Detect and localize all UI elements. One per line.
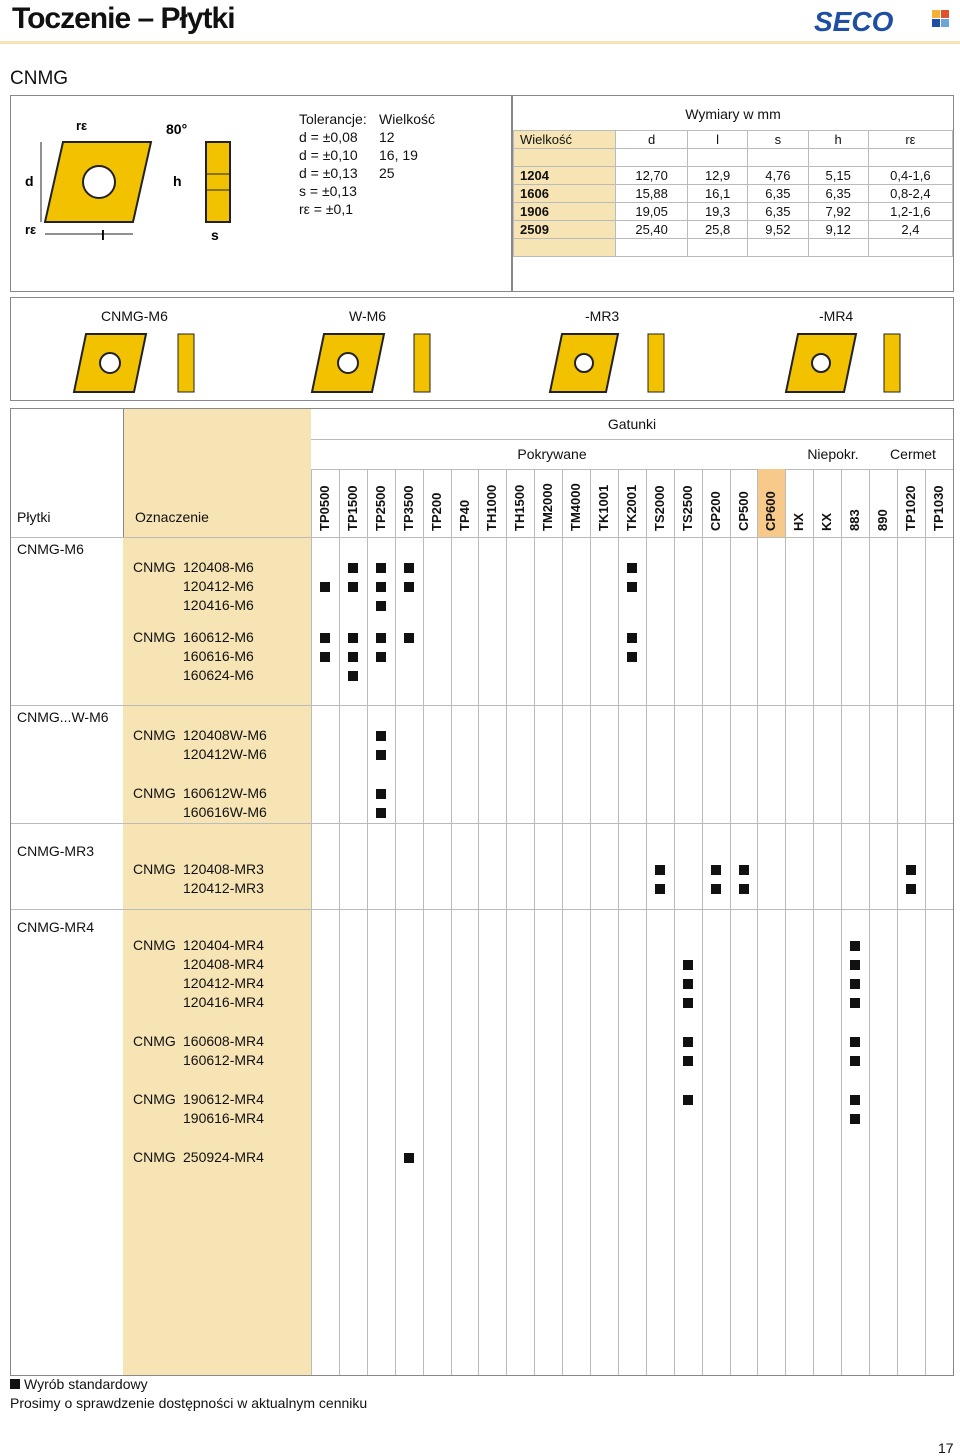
availability-mark: [627, 652, 637, 662]
availability-mark: [376, 563, 386, 573]
row-prefix: CNMG: [133, 861, 176, 877]
row-code: 190616-MR4: [183, 1110, 264, 1126]
availability-mark: [404, 633, 414, 643]
section-title: CNMG: [10, 68, 69, 89]
availability-mark: [376, 582, 386, 592]
availability-mark: [850, 979, 860, 989]
geometry-label-mr3: -MR3: [585, 308, 620, 324]
header-rule: [0, 41, 960, 44]
grade-column-line: [646, 469, 647, 1375]
availability-mark: [906, 884, 916, 894]
group-separator: [11, 823, 953, 824]
availability-mark: [739, 865, 749, 875]
grade-label-890: 890: [875, 509, 890, 531]
availability-mark: [850, 1037, 860, 1047]
row-code: 120408-M6: [183, 559, 254, 575]
grade-label-TP0500: TP0500: [317, 485, 332, 531]
availability-mark: [404, 1153, 414, 1163]
row-code: 160612-M6: [183, 629, 254, 645]
insert-geometry-diagram: [21, 114, 291, 264]
availability-mark: [850, 1114, 860, 1124]
grade-label-883: 883: [847, 509, 863, 531]
grade-label-TS2500: TS2500: [679, 485, 695, 531]
grade-column-line: [897, 469, 898, 1375]
svg-text:rε: rε: [25, 222, 37, 237]
availability-mark: [683, 1037, 693, 1047]
table-row: 1606 15,88 16,1 6,35 6,35 0,8-2,4: [514, 185, 953, 203]
grade-column-line: [757, 469, 758, 1375]
group-separator: [11, 909, 953, 910]
svg-text:h: h: [173, 173, 182, 189]
insert-mr4-icon: [786, 334, 900, 392]
standard-product-icon: [10, 1379, 20, 1389]
svg-text:s: s: [211, 227, 219, 243]
grade-column-line: [785, 469, 786, 1375]
logo-text: SECO: [814, 6, 894, 36]
row-code: 160612W-M6: [183, 785, 267, 801]
insert-wm6-icon: [312, 334, 430, 392]
availability-mark: [655, 884, 665, 894]
availability-mark: [376, 808, 386, 818]
availability-mark: [683, 979, 693, 989]
grade-label-TP1500: TP1500: [344, 485, 360, 531]
legend: Wyrób standardowy: [10, 1376, 148, 1392]
availability-mark: [711, 865, 721, 875]
geometries-box: [10, 297, 954, 401]
grade-label-TP1030: TP1030: [930, 485, 946, 531]
availability-mark: [739, 884, 749, 894]
row-prefix: CNMG: [133, 629, 176, 645]
availability-mark: [320, 633, 330, 643]
grade-label-TK1001: TK1001: [596, 484, 611, 531]
availability-mark: [320, 582, 330, 592]
header-plytki: Płytki: [17, 509, 51, 525]
tolerances-left: Tolerancje: d = ±0,08 d = ±0,10 d = ±0,13 s = ±0,13 rε = ±0,1: [299, 111, 367, 217]
row-prefix: CNMG: [133, 727, 176, 743]
insert-m6-icon: [74, 334, 194, 392]
grade-column-line: [367, 469, 368, 1375]
grade-column-line: [618, 469, 619, 1375]
row-code: 120416-M6: [183, 597, 254, 613]
availability-mark: [627, 633, 637, 643]
availability-note: Prosimy o sprawdzenie dostępności w aktualnym cenniku: [10, 1395, 368, 1411]
header-cermet: Cermet: [873, 439, 953, 470]
grade-column-line: [423, 469, 424, 1375]
grade-column-line: [534, 469, 535, 1375]
svg-text:80°: 80°: [166, 121, 188, 137]
grade-label-TP200: TP200: [428, 492, 444, 531]
dimensions-header: Wymiary w mm: [685, 106, 781, 122]
svg-text:l: l: [101, 227, 105, 243]
row-prefix: CNMG: [133, 1149, 176, 1165]
grade-column-line: [506, 469, 507, 1375]
insert-diagram-box: [10, 95, 512, 292]
grade-label-TM2000: TM2000: [540, 483, 556, 531]
svg-text:d: d: [25, 173, 34, 189]
grade-column-line: [869, 469, 870, 1375]
availability-mark: [711, 884, 721, 894]
row-code: 120412W-M6: [183, 746, 267, 762]
grades-grid: [11, 409, 953, 1375]
availability-mark: [906, 865, 916, 875]
header-niepokr: Niepokr.: [793, 439, 873, 470]
svg-text:rε: rε: [76, 118, 88, 133]
row-code: 120404-MR4: [183, 937, 264, 953]
grade-column-line: [925, 469, 926, 1375]
grade-column-line: [841, 469, 842, 1375]
grade-label-TP40: TP40: [456, 499, 472, 531]
availability-mark: [683, 1095, 693, 1105]
availability-mark: [348, 652, 358, 662]
availability-mark: [320, 652, 330, 662]
row-code: 160616-M6: [183, 648, 254, 664]
row-prefix: CNMG: [133, 1091, 176, 1107]
dimensions-box: [512, 95, 954, 292]
availability-mark: [655, 865, 665, 875]
availability-mark: [627, 563, 637, 573]
grade-column-line: [730, 469, 731, 1375]
seco-logo: [812, 6, 952, 36]
grade-label-CP500: CP500: [735, 491, 751, 531]
geometry-label-m6: CNMG-M6: [101, 308, 168, 324]
group-label: CNMG-MR3: [17, 843, 94, 859]
grade-column-line: [451, 469, 452, 1375]
availability-mark: [850, 1056, 860, 1066]
row-code: 120416-MR4: [183, 994, 264, 1010]
grades-table: [10, 408, 954, 1376]
row-code: 160616W-M6: [183, 804, 267, 820]
group-label: CNMG...W-M6: [17, 709, 109, 725]
grade-label-TS2000: TS2000: [651, 485, 667, 531]
grade-column-line: [395, 469, 396, 1375]
grade-column-line: [311, 469, 312, 1375]
grade-column-line: [339, 469, 340, 1375]
tolerances-right: Wielkość 12 16, 19 25: [379, 111, 436, 181]
group-label: CNMG-MR4: [17, 919, 94, 935]
header-oznaczenie: Oznaczenie: [135, 509, 209, 525]
grade-label-CP600: CP600: [763, 491, 779, 531]
group-label: CNMG-M6: [17, 541, 84, 557]
availability-mark: [348, 671, 358, 681]
row-code: 190612-MR4: [183, 1091, 264, 1107]
availability-mark: [376, 731, 386, 741]
availability-mark: [404, 582, 414, 592]
row-code: 160624-M6: [183, 667, 254, 683]
page-title: Toczenie – Płytki: [12, 2, 235, 35]
row-prefix: CNMG: [133, 937, 176, 953]
grade-column-line: [702, 469, 703, 1375]
row-code: 120412-M6: [183, 578, 254, 594]
row-code: 120412-MR3: [183, 880, 264, 896]
availability-mark: [376, 652, 386, 662]
row-code: 120408-MR3: [183, 861, 264, 877]
grade-label-TH1500: TH1500: [512, 484, 528, 531]
grade-label-TM4000: TM4000: [568, 483, 584, 531]
dimensions-table: Wielkość d l s h rε 1204 12,70 12,9 4,76 5,15 0,4-1,6 1606 15,88 16,1 6,35 6,35 0,8-2,4 1906 19,05 19,3 6,35 7,92 1,2-1,6 2509 25,40 25,8 9,52 9,12 2,4: [513, 130, 953, 257]
row-code: 160608-MR4: [183, 1033, 264, 1049]
grade-label-TP1020: TP1020: [902, 485, 918, 531]
availability-mark: [376, 601, 386, 611]
availability-mark: [376, 789, 386, 799]
insert-mr3-icon: [550, 334, 664, 392]
table-row: 1204 12,70 12,9 4,76 5,15 0,4-1,6: [514, 167, 953, 185]
availability-mark: [376, 633, 386, 643]
availability-mark: [850, 1095, 860, 1105]
availability-mark: [850, 960, 860, 970]
row-prefix: CNMG: [133, 559, 176, 575]
grade-column-line: [674, 469, 675, 1375]
availability-mark: [850, 941, 860, 951]
table-row: 1906 19,05 19,3 6,35 7,92 1,2-1,6: [514, 203, 953, 221]
availability-mark: [683, 1056, 693, 1066]
row-code: 250924-MR4: [183, 1149, 264, 1165]
row-code: 120408W-M6: [183, 727, 267, 743]
grade-label-CP200: CP200: [707, 491, 723, 531]
grade-label-TK2001: TK2001: [623, 484, 639, 531]
header-pokrywane: Pokrywane: [311, 439, 793, 470]
group-separator: [11, 705, 953, 706]
header-gatunki: Gatunki: [311, 409, 953, 440]
group-separator: [11, 537, 953, 538]
row-code: 120408-MR4: [183, 956, 264, 972]
grade-column-line: [590, 469, 591, 1375]
row-code: 160612-MR4: [183, 1052, 264, 1068]
row-prefix: CNMG: [133, 785, 176, 801]
availability-mark: [404, 563, 414, 573]
grade-column-line: [478, 469, 479, 1375]
grade-column-line: [813, 469, 814, 1375]
availability-mark: [683, 960, 693, 970]
grade-label-TP3500: TP3500: [400, 485, 416, 531]
table-row: 2509 25,40 25,8 9,52 9,12 2,4: [514, 221, 953, 239]
availability-mark: [348, 582, 358, 592]
availability-mark: [850, 998, 860, 1008]
grade-label-TH1000: TH1000: [484, 484, 500, 531]
geometry-label-wm6: W-M6: [349, 308, 387, 324]
row-code: 120412-MR4: [183, 975, 264, 991]
availability-mark: [348, 563, 358, 573]
geometry-label-mr4: -MR4: [819, 308, 854, 324]
row-prefix: CNMG: [133, 1033, 176, 1049]
grade-label-TP2500: TP2500: [372, 485, 388, 531]
insert-images: [66, 330, 946, 396]
availability-mark: [683, 998, 693, 1008]
grade-label-HX: HX: [791, 512, 807, 531]
availability-mark: [376, 750, 386, 760]
grade-column-line: [562, 469, 563, 1375]
page-number: 17: [938, 1440, 954, 1456]
grade-label-KX: KX: [819, 512, 835, 531]
availability-mark: [348, 633, 358, 643]
availability-mark: [627, 582, 637, 592]
